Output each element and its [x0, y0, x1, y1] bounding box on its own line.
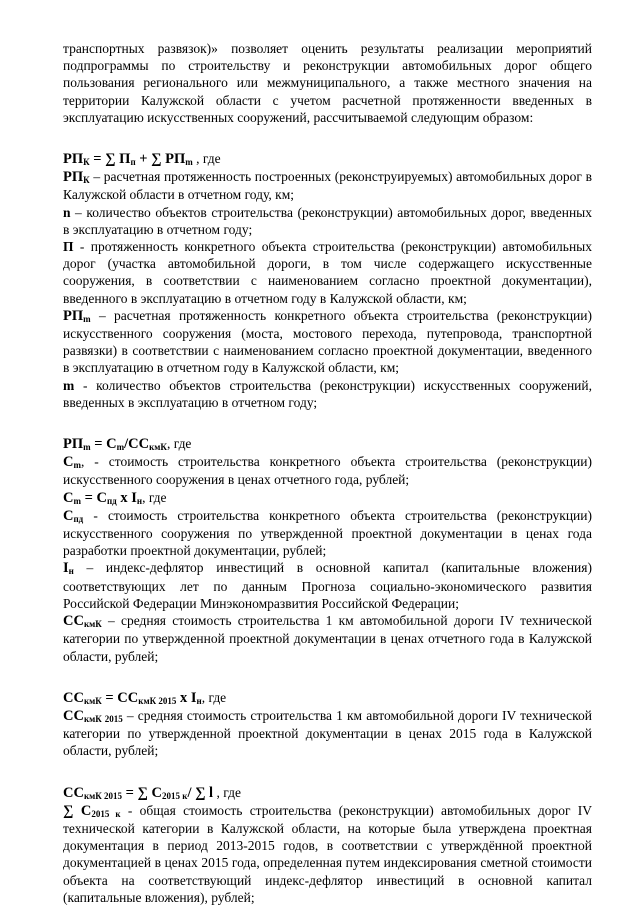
- definition-rpm: $РП_m$ – расчетная протяженность конкретного объекта строительства (реконструкции) искусственного сооружения (моста, мостового перехода, путепровода, транспортной развязки) в соответствии с наименованием согласно проектной документации, введенного в эксплуатацию в отчетном году в Калужской области, км;: [63, 307, 592, 376]
- formula-rpm: $РП_m = C_m/CC_{кмК}$, где: [63, 436, 192, 453]
- formula-cckmk: $СС_{кмК} = СС_{кмК 2015}$ x $I_н$, где: [63, 689, 227, 706]
- formula-cm: $С_m = С_{пд}$ x $I_н$, где: [63, 489, 167, 506]
- definition-cckmk2015: $СС_{кмК 2015}$ – средняя стоимость строительства 1 км автомобильной дороги IV технической категории по утвержденной проектной документации в ценах 2015 года в Калужской области, рублей;: [63, 707, 592, 759]
- definition-cckmk: $СС_{кмК}$ – средняя стоимость строительства 1 км автомобильной дороги IV технической категории по утвержденной проектной документации в ценах отчетного года в Калужской области, рублей;: [63, 613, 592, 664]
- definition-rpk: $РП_К$ – расчетная протяженность построенных (реконструируемых) автомобильных дорог в Калужской области в отчетном году, км;: [63, 169, 592, 203]
- definition-sum-c2015: ∑ $С_{2015 к}$ - общая стоимость строительства (реконструкции) автомобильных дорог IV технической категории в Калужской области, на которые была утверждена проектная документация в период 2013-2015 годов, в соответствии с утверждённой проектной документацией в ценах 2015 года, определенная путем индексирования сметной стоимости объекта на соответствующий индекс-дефлятор инвестиций в основной капитал (капитальные вложения), рублей;: [63, 802, 592, 905]
- intro-paragraph: транспортных развязок)» позволяет оценить результаты реализации мероприятий подпрограммы по строительству и реконструкции автомобильных дорог общего пользования регионального или межмуниципального, а также местного значения на территории Калужской области с учетом расчетной протяженности введенных в эксплуатацию искусственных сооружений, рассчитываемой следующим образом:: [63, 41, 592, 125]
- definition-cm: $С_m$, - стоимость строительства конкретного объекта строительства (реконструкции) искусственного сооружения в ценах отчетного года, рублей;: [63, 454, 592, 488]
- definition-m: m - количество объектов строительства (реконструкции) искусственных сооружений, введенных в эксплуатацию в отчетном году;: [63, 377, 592, 410]
- formula-rpk: $РП_К$ = ∑ $П_п$ + ∑ $РП_m$ , где: [63, 151, 221, 168]
- definition-in: $I_н$ – индекс-дефлятор инвестиций в основной капитал (капитальные вложения) соответствующих лет по данным Прогноза социально-экономического развития Российской Федерации Минэкономразвития Российской Федерации;: [63, 560, 592, 611]
- definition-p: П - протяженность конкретного объекта строительства (реконструкции) автомобильных дорог (участка автомобильной дороги, в том числе содержащего искусственные сооружения, в соответствии с наименованием согласно проектной документации), введенного в эксплуатацию в отчетном году в Калужской области, км;: [63, 239, 592, 306]
- formula-cckmk2015: $СС_{кмК 2015}$ = ∑ $С_{2015 к}/$ ∑ l , где: [63, 784, 241, 801]
- definition-n: n – количество объектов строительства (реконструкции) автомобильных дорог, введенных в эксплуатацию в отчетном году;: [63, 204, 592, 237]
- definition-cpd: $С_{пд}$ - стоимость строительства конкретного объекта строительства (реконструкции) искусственного сооружения по утвержденной проектной документации в ценах года разработки проектной документации, рублей;: [63, 507, 592, 559]
